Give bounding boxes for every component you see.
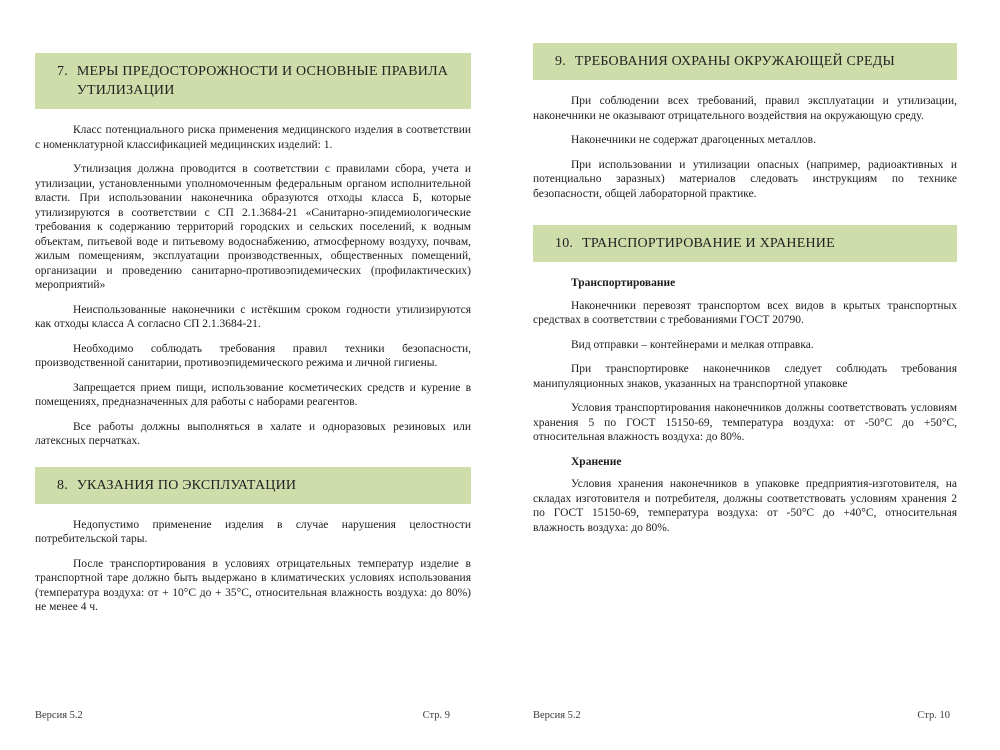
section-8-heading — [35, 467, 471, 504]
section-10-title: ТРАНСПОРТИРОВАНИЕ И ХРАНЕНИЕ — [582, 236, 835, 251]
transport-subheading: Транспортирование — [571, 277, 676, 289]
section-8-paragraph: Недопустимо применение изделия в случае нарушения целостности потребительской тары. — [35, 518, 471, 545]
section-10-paragraph: Наконечники перевозят транспортом всех видов в крытых транспортных средствах в соответствии с требованиями ГОСТ 20790. — [533, 299, 957, 326]
section-7-number: 7. — [57, 64, 68, 79]
version-label: Версия 5.2 — [533, 710, 581, 721]
page-9 — [35, 0, 471, 750]
section-7-title: МЕРЫ ПРЕДОСТОРОЖНОСТИ И ОСНОВНЫЕ ПРАВИЛА УТИЛИЗАЦИИ — [76, 64, 449, 98]
section-7-paragraph: Неиспользованные наконечники с истёкшим сроком годности утилизируются как отходы класса А согласно СП 2.1.3684-21. — [35, 303, 471, 330]
page-number: Стр. 9 — [422, 710, 450, 721]
section-9-heading — [533, 43, 957, 80]
section-10-paragraph: При транспортировке наконечников следует соблюдать требования манипуляционных знаков, указанных на транспортной упаковке — [533, 363, 957, 390]
section-7-paragraph: Запрещается прием пищи, использование косметических средств и курение в помещениях, предназначенных для работы с наборами реагентов. — [35, 381, 471, 408]
section-8-paragraph: После транспортирования в условиях отрицательных температур изделие в транспортной таре должно быть выдержано в климатических условиях использования (температура воздуха: от + 10°С до + 35°С, относительная влажность воздуха: до 80%) не менее 4 ч. — [35, 557, 471, 613]
spacer — [533, 211, 957, 225]
page-number: Стр. 10 — [917, 710, 950, 721]
version-label: Версия 5.2 — [35, 710, 83, 721]
page-10-footer — [533, 710, 957, 722]
section-9-paragraph: При соблюдении всех требований, правил эксплуатации и утилизации, наконечники не оказывают отрицательного воздействия на окружающую среду. — [533, 95, 957, 122]
section-10-number: 10. — [555, 236, 574, 251]
page-10 — [533, 0, 957, 750]
section-7-paragraph: Все работы должны выполняться в халате и одноразовых резиновых или латексных перчатках. — [35, 420, 471, 447]
section-7-paragraph: Класс потенциального риска применения медицинского изделия в соответствии с номенклатурной классификацией медицинских изделий: 1. — [35, 124, 471, 151]
section-10-paragraph: Вид отправки – контейнерами и мелкая отправка. — [571, 338, 814, 351]
section-8-number: 8. — [57, 477, 68, 493]
spacer — [35, 459, 471, 467]
section-9-paragraph: При использовании и утилизации опасных (например, радиоактивных и потенциально заразных) материалов следовать инструкциям по технике безопасности, общей лабораторной практике. — [533, 158, 957, 200]
storage-subheading: Хранение — [571, 455, 622, 468]
section-10-paragraph: Условия транспортирования наконечников должны соответствовать условиям хранения 5 по ГОСТ 15150-69, температура воздуха: от -50°С до +50°С, относительная влажность воздуха: до 80%. — [533, 402, 957, 443]
section-9-number: 9. — [555, 54, 566, 69]
section-10-paragraph: Условия хранения наконечников в упаковке предприятия-изготовителя, на складах изготовителя и потребителя, должны соответствовать условиям хранения 2 по ГОСТ 15150-69, температура воздуха: от -50°С до +40°С, относительная влажность воздуха: до 80%. — [533, 478, 957, 534]
section-9-title: ТРЕБОВАНИЯ ОХРАНЫ ОКРУЖАЮЩЕЙ СРЕДЫ — [574, 54, 895, 69]
section-7-paragraph: Утилизация должна проводится в соответствии с правилами сбора, учета и утилизации, установленными уполномоченным федеральным органом исполнительной власти. При использовании наконечника образуются отходы класса Б, которые утилизируются в соответствии с СП 2.1.3684-21 «Санитарно-эпидемиологические требования к содержанию территорий городских и сельских поселений, к водным объектам, питьевой воде и питьевому водоснабжению, атмосферному воздуху, почвам, жилым помещениям, эксплуатации производственных, общественных помещений, организации и проведению санитарно-противоэпидемических (профилактических) мероприятий» — [35, 163, 471, 291]
page-9-footer — [35, 710, 471, 722]
section-7-paragraph: Необходимо соблюдать требования правил техники безопасности, производственной санитарии, противоэпидемического режима и личной гигиены. — [35, 342, 471, 369]
section-10-heading — [533, 225, 957, 262]
section-8-title: УКАЗАНИЯ ПО ЭКСПЛУАТАЦИИ — [76, 477, 297, 493]
section-9-paragraph: Наконечники не содержат драгоценных металлов. — [571, 134, 816, 146]
section-7-heading — [35, 53, 471, 109]
